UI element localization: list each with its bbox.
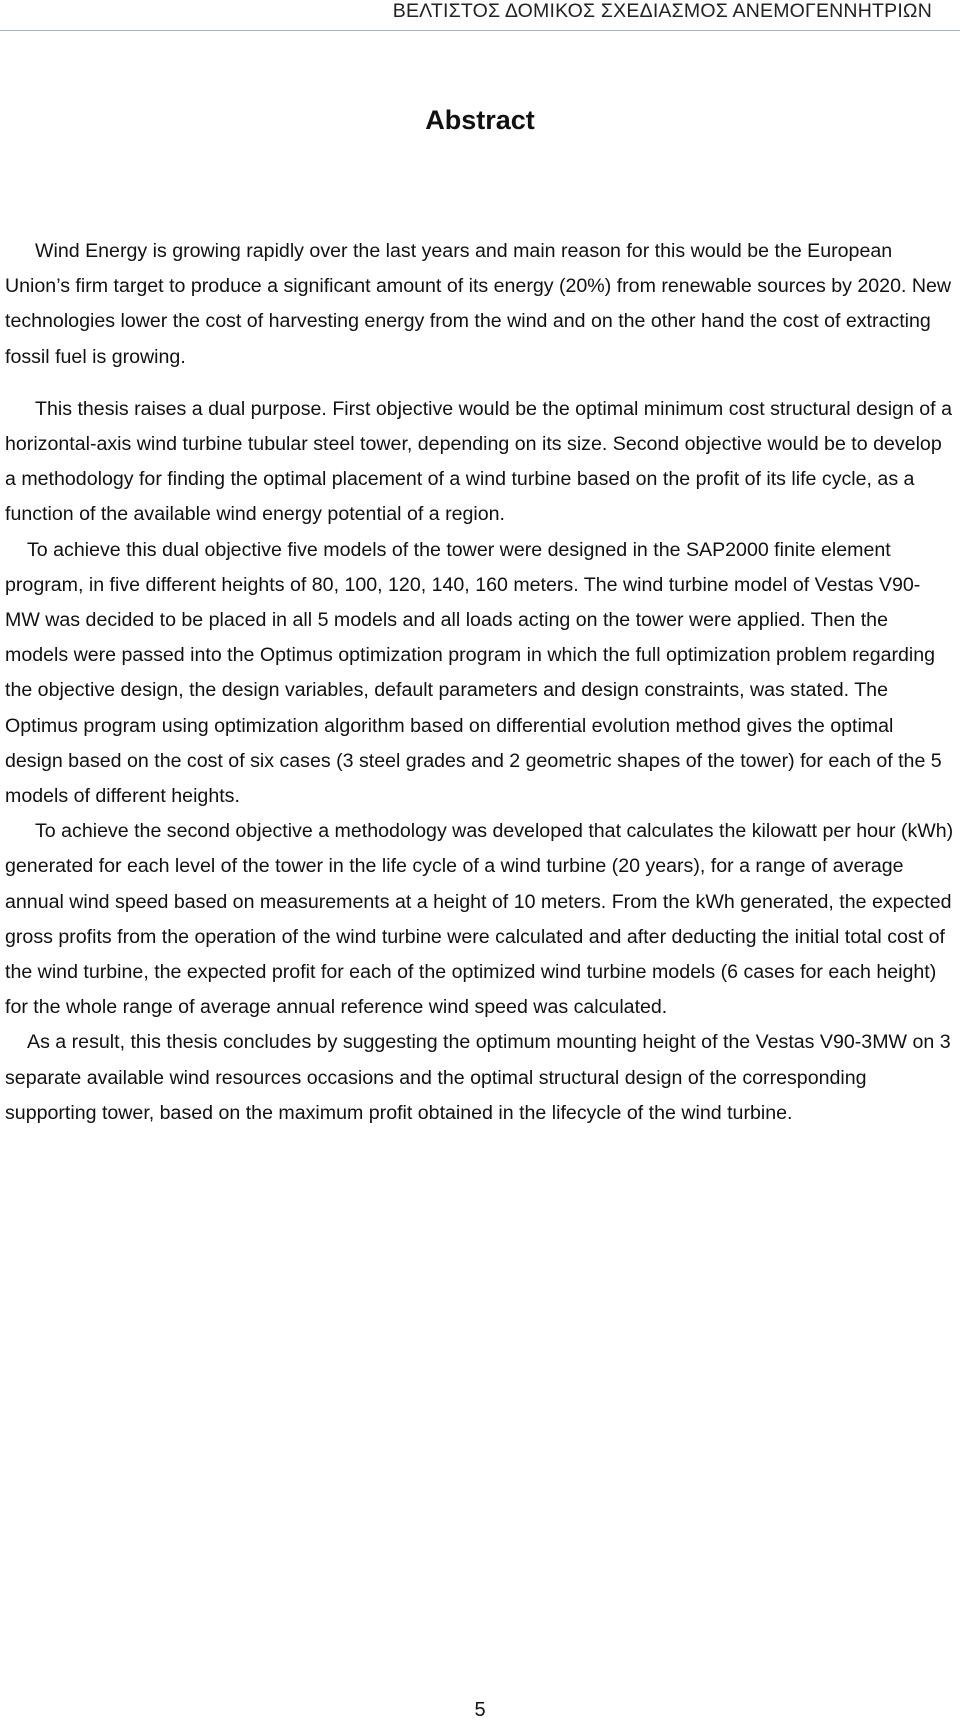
abstract-paragraph-3: To achieve this dual objective five models of the tower were designed in the SAP2000 finite element program, in five different heights of 80, 100, 120, 140, 160 meters. The wind turbine model of Vestas V90-MW was decided to be placed in all 5 models and all loads acting on the tower were applied. Then the models were passed into the Optimus optimization program in which the full optimization problem regarding the objective design, the design variables, default parameters and design constraints, was stated. The Optimus program using optimization algorithm based on differential evolution method gives the optimal design based on the cost of six cases (3 steel grades and 2 geometric shapes of the tower) for each of the 5 models of different heights. [5, 538, 942, 808]
running-header-title: ΒΕΛΤΙΣΤΟΣ ΔΟΜΙΚΟΣ ΣΧΕΔΙΑΣΜΟΣ ΑΝΕΜΟΓΕΝΝΗΤΡΙΩΝ [392, 0, 932, 22]
abstract-body [5, 234, 955, 1131]
abstract-paragraph-5: As a result, this thesis concludes by suggesting the optimum mounting height of the Vestas V90-3MW on 3 separate available wind resources occasions and the optimal structural design of the corresponding supporting tower, based on the maximum profit obtained in the lifecycle of the wind turbine. [5, 1031, 951, 1124]
abstract-paragraph-1: Wind Energy is growing rapidly over the last years and main reason for this would be the European Union’s firm target to produce a significant amount of its energy (20%) from renewable sources by 2020. New technologies lower the cost of harvesting energy from the wind and on the other hand the cost of extracting fossil fuel is growing. [5, 240, 952, 368]
page-number: 5 [474, 1699, 486, 1721]
abstract-paragraph-4: To achieve the second objective a methodology was developed that calculates the kilowatt per hour (kWh) generated for each level of the tower in the life cycle of a wind turbine (20 years), for a range of average annual wind speed based on measurements at a height of 10 meters. From the kWh generated, the expected gross profits from the operation of the wind turbine were calculated and after deducting the initial total cost of the wind turbine, the expected profit for each of the optimized wind turbine models (6 cases for each height) for the whole range of average annual reference wind speed was calculated. [5, 820, 954, 1019]
section-title: Abstract [425, 105, 535, 135]
running-header [0, 0, 960, 31]
abstract-paragraph-2: This thesis raises a dual purpose. First objective would be the optimal minimum cost structural design of a horizontal-axis wind turbine tubular steel tower, depending on its size. Second objective would be to develop a methodology for finding the optimal placement of a wind turbine based on the profit of its life cycle, as a function of the available wind energy potential of a region. [5, 397, 952, 526]
